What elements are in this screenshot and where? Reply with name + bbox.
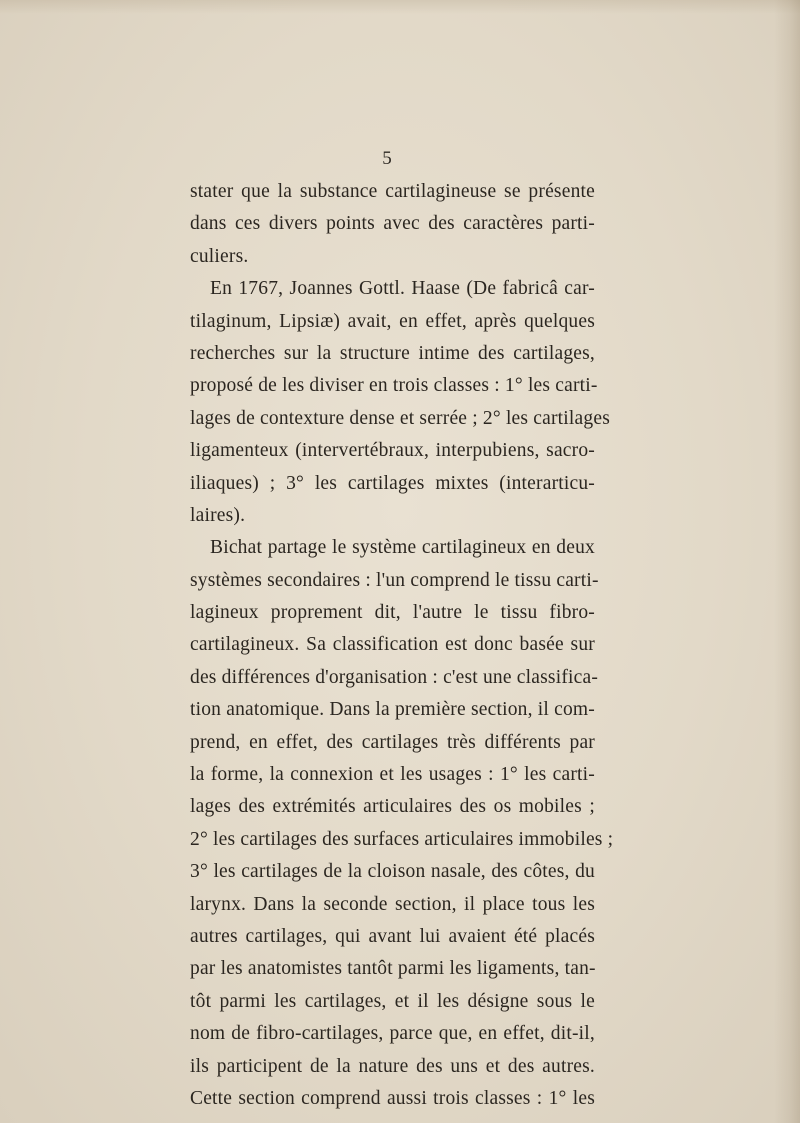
text-line: cartilagineux. Sa classification est donc basée sur	[190, 634, 595, 656]
text-line: lages des extrémités articulaires des os mobiles ;	[190, 796, 595, 818]
text-line: la forme, la connexion et les usages : 1° les carti-	[190, 764, 595, 786]
text-line: Cette section comprend aussi trois classes : 1° les	[190, 1087, 595, 1109]
text-line: En 1767, Joannes Gottl. Haase (De fabricâ car-	[210, 278, 595, 300]
text-line: larynx. Dans la seconde section, il place tous les	[190, 893, 595, 915]
text-line: nom de fibro-cartilages, parce que, en effet, dit-il,	[190, 1023, 595, 1045]
text-line: 2° les cartilages des surfaces articulaires immobiles ;	[190, 828, 614, 850]
text-line: ils participent de la nature des uns et des autres.	[190, 1055, 595, 1077]
text-line: lagineux proprement dit, l'autre le tissu fibro-	[190, 602, 595, 624]
page-top-shadow	[0, 0, 800, 14]
text-line: Bichat partage le système cartilagineux en deux	[210, 537, 595, 559]
text-line: prend, en effet, des cartilages très différents par	[190, 731, 595, 753]
text-line: des différences d'organisation : c'est une classifica-	[190, 666, 599, 688]
text-line: autres cartilages, qui avant lui avaient été placés	[190, 925, 595, 947]
text-line: culiers.	[190, 245, 249, 267]
text-line: tôt parmi les cartilages, et il les désigne sous le	[190, 990, 595, 1012]
text-line: tion anatomique. Dans la première section, il com-	[190, 699, 595, 721]
text-line: stater que la substance cartilagineuse se présente	[190, 181, 595, 202]
text-line: par les anatomistes tantôt parmi les ligaments, tan-	[190, 958, 596, 980]
text-line: recherches sur la structure intime des cartilages,	[190, 342, 595, 364]
text-line: dans ces divers points avec des caractères parti-	[190, 213, 595, 235]
page-number: 5	[382, 148, 392, 169]
text-line: lages de contexture dense et serrée ; 2° les cartilages	[190, 407, 610, 429]
text-line: 3° les cartilages de la cloison nasale, des côtes, du	[190, 861, 595, 883]
text-line: iliaques) ; 3° les cartilages mixtes (interarticu-	[190, 472, 595, 494]
text-line: ligamenteux (intervertébraux, interpubiens, sacro-	[190, 440, 595, 462]
text-line: tilaginum, Lipsiæ) avait, en effet, après quelques	[190, 310, 595, 332]
page-right-shadow	[774, 0, 800, 1123]
text-line: laires).	[190, 504, 246, 526]
body-text	[190, 176, 614, 1115]
text-line: proposé de les diviser en trois classes : 1° les carti-	[190, 375, 598, 397]
text-line: systèmes secondaires : l'un comprend le tissu carti-	[190, 569, 599, 591]
